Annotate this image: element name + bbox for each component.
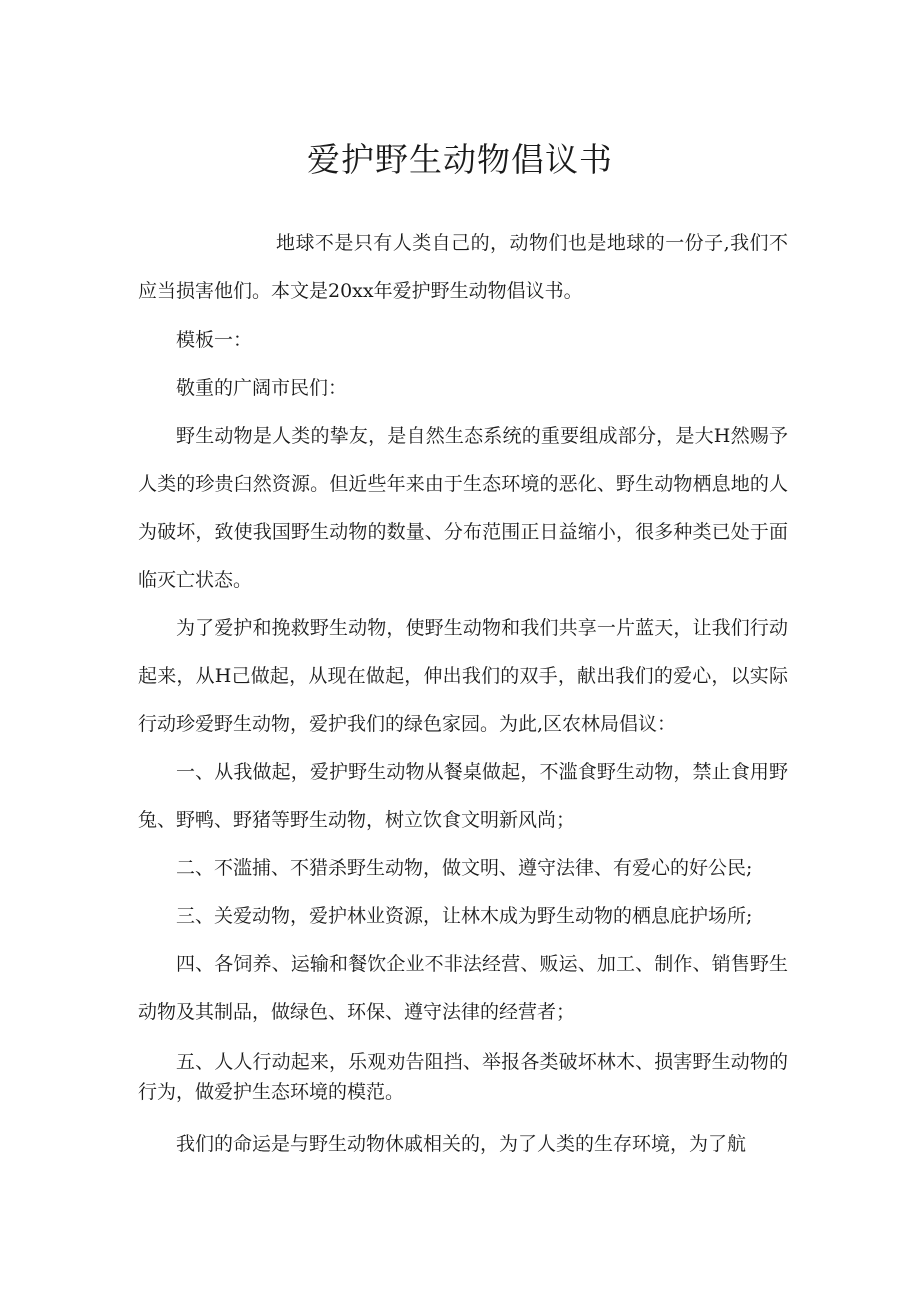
template-label: 模板一： [176,329,253,351]
document-title: 爱护野生动物倡议书 [307,140,613,179]
proposal-item-2: 二、不滥捕、不猎杀野生动物，做文明、遵守法律、有爱心的好公民; [176,857,753,879]
proposal-item-1: 一、从我做起，爱护野生动物从餐桌做起，不滥食野生动物，禁止食用野兔、野鸭、野猪等野生动物，树立饮食文明新风尚； [138,761,788,831]
proposal-item-5: 五、人人行动起来，乐观劝告阻挡、举报各类破坏林木、损害野生动物的行为，做爱护生态环境的模范。 [138,1051,788,1103]
closing-paragraph: 我们的命运是与野生动物休戚相关的，为了人类的生存环境，为了航 [176,1133,747,1155]
proposal-item-4: 四、各饲养、运输和餐饮企业不非法经营、贩运、加工、制作、销售野生动物及其制品，做绿色、环保、遵守法律的经营者； [138,953,788,1023]
greeting-line: 敬重的广阔市民们： [176,377,348,399]
body-paragraph-2: 为了爱护和挽救野生动物，使野生动物和我们共享一片蓝天，让我们行动起来，从H己做起，从现在做起，伸出我们的双手，献出我们的爱心，以实际行动珍爱野生动物，爱护我们的绿色家园。为此,区农林局倡议： [138,617,788,735]
intro-paragraph: 地球不是只有人类自己的，动物们也是地球的一份子,我们不应当损害他们。本文是20xx年爱护野生动物倡议书。 [138,232,788,302]
body-paragraph-1: 野生动物是人类的挚友，是自然生态系统的重要组成部分，是大H然赐予人类的珍贵臼然资源。但近些年来由于生态环境的恶化、野生动物栖息地的人为破坏，致使我国野生动物的数量、分布范围正日益缩小，很多种类已处于面临灭亡状态。 [138,425,788,591]
proposal-item-3: 三、关爱动物，爱护林业资源，让林木成为野生动物的栖息庇护场所; [176,905,753,927]
